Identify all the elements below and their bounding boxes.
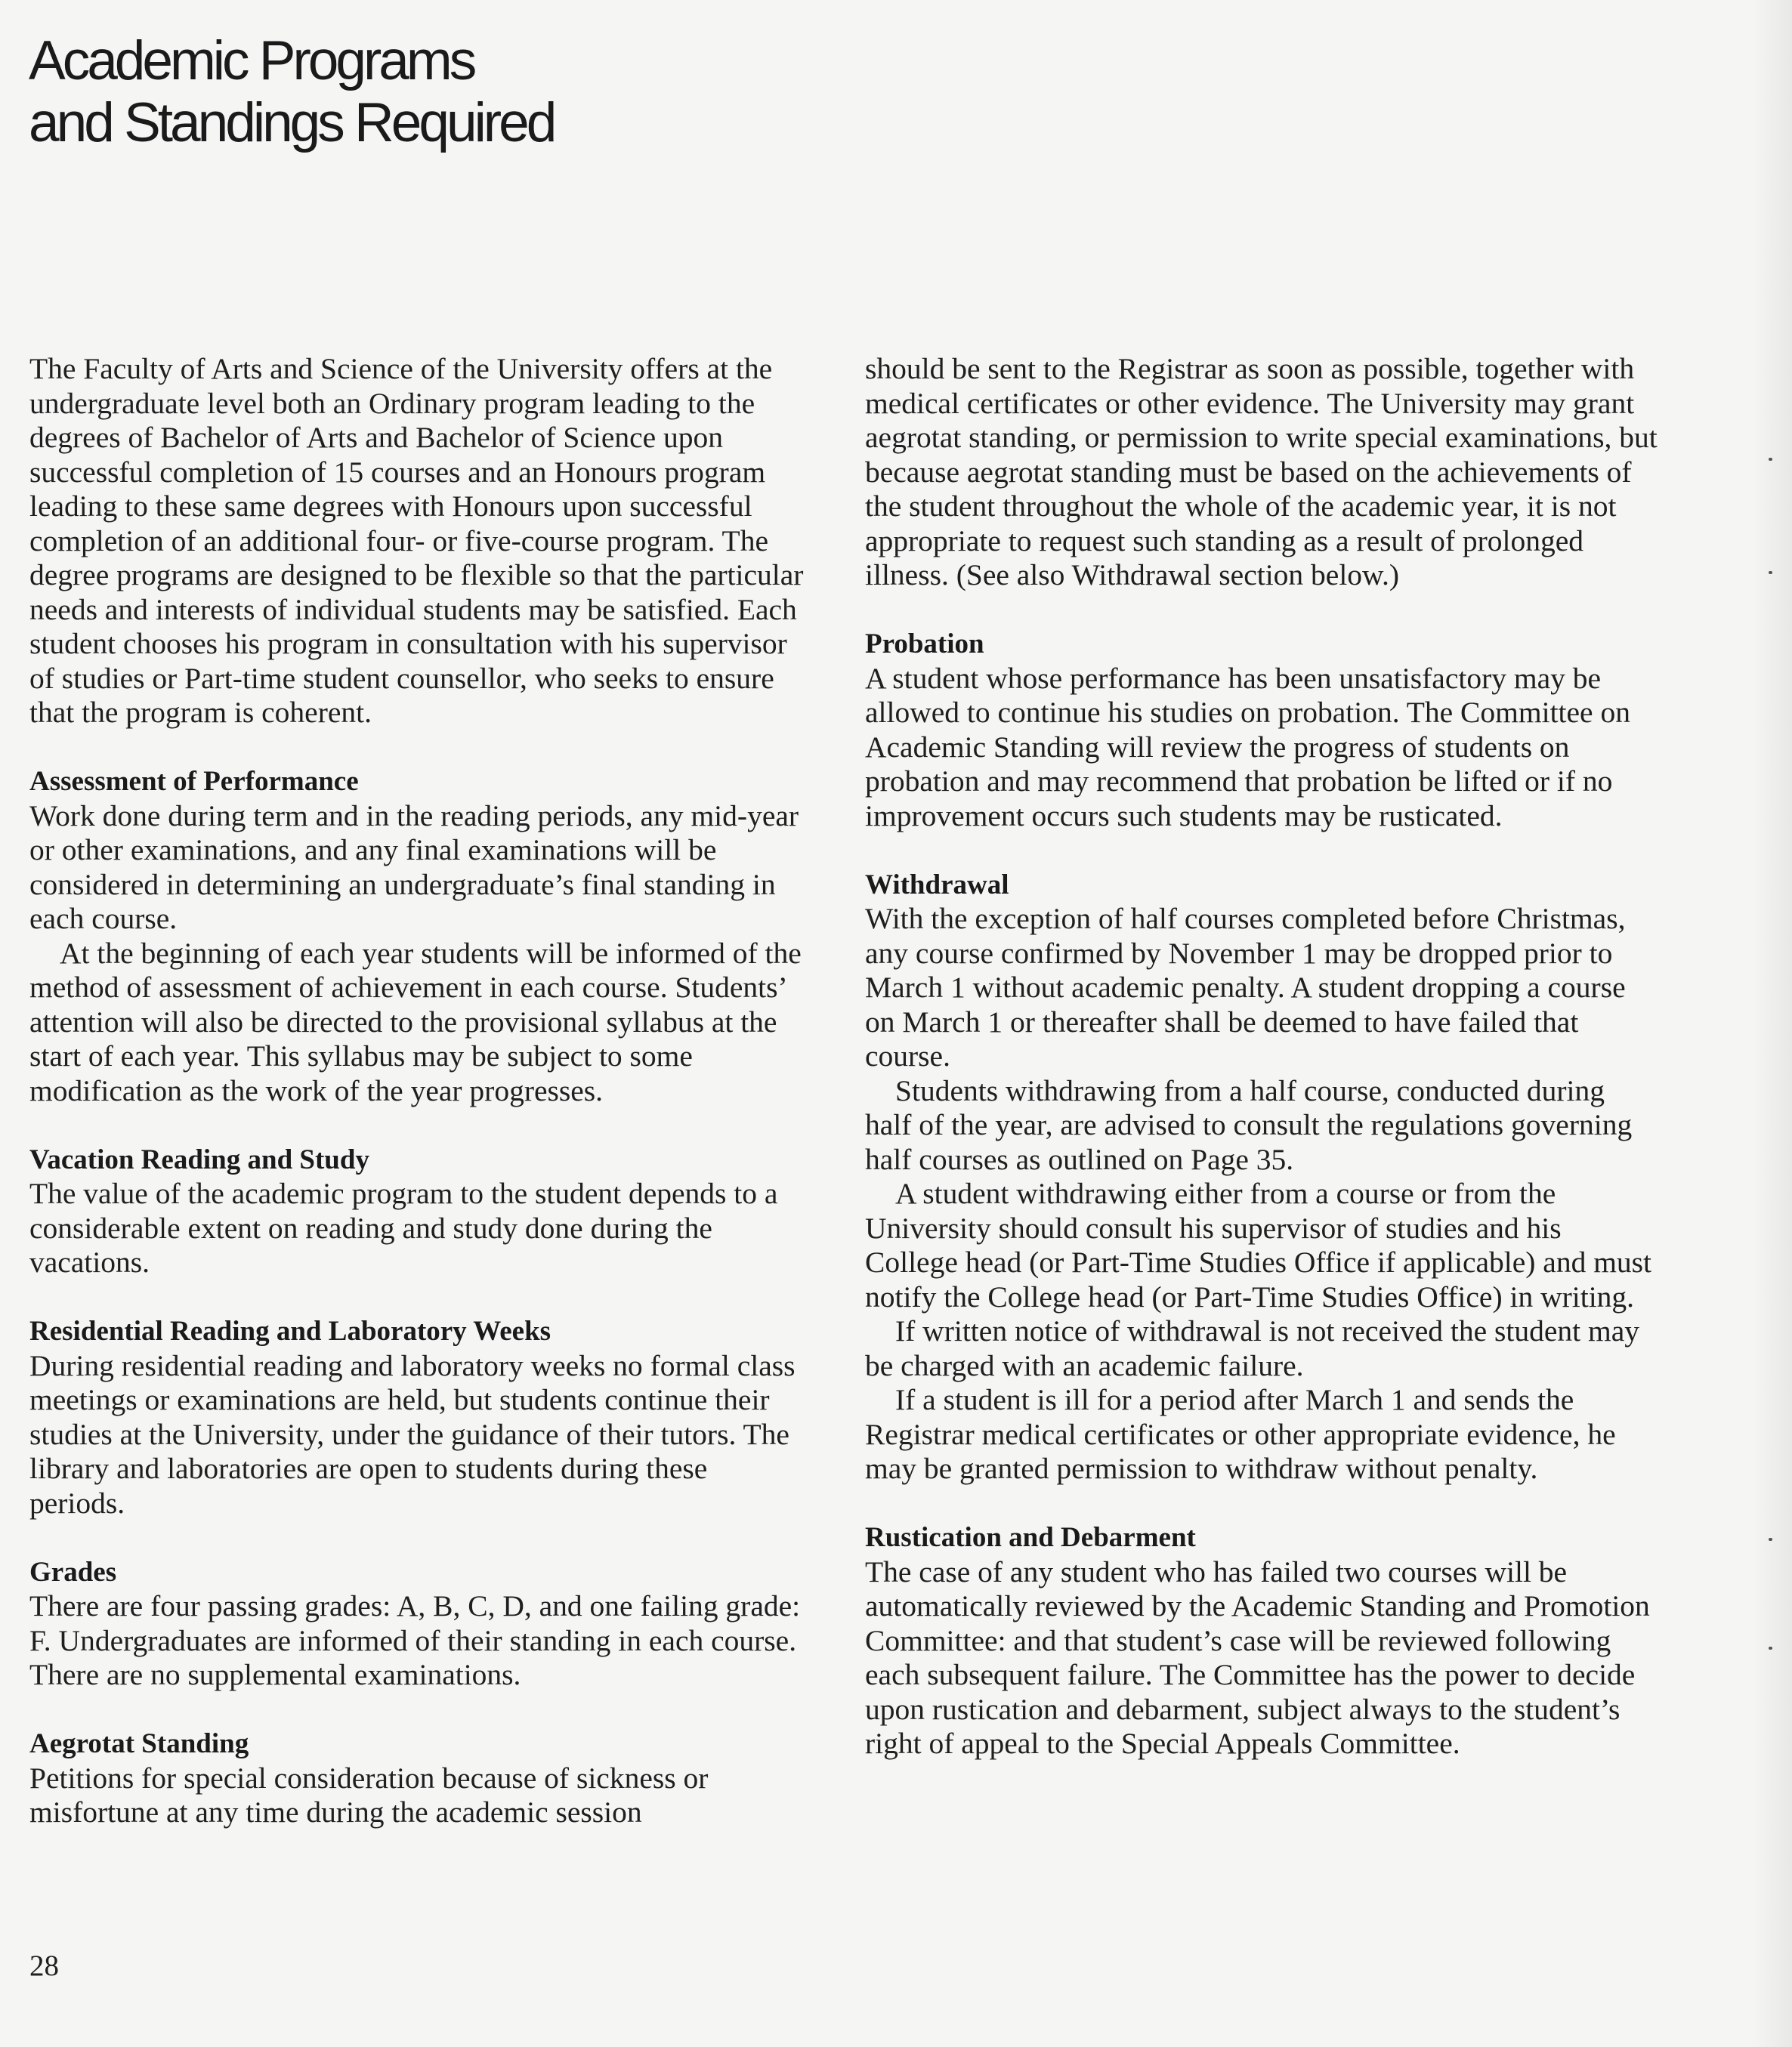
scan-speck: [1769, 458, 1772, 461]
page-number: 28: [29, 1950, 59, 1982]
rustication-paragraph: The case of any student who has failed two courses will be automatically reviewed by the Academic Standing and Promotion Committee: and that student’s case will be reviewed following each subsequent failure. The Committee has the power to decide upon rustication and debarment, subject always to the student’s right of appeal to the Special Appeals Committee.: [865, 1555, 1650, 1760]
withdrawal-paragraph-4: If written notice of withdrawal is not received the student may be charged with an academic failure.: [865, 1314, 1639, 1382]
intro-paragraph: The Faculty of Arts and Science of the University offers at the undergraduate level both an Ordinary program leading to the degrees of Bachelor of Arts and Bachelor of Science upon successful completion of 15 courses and an Honours program leading to these same degrees with Honours upon successful completion of an additional four- or five-course program. The degree programs are designed to be flexible so that the particular needs and interests of individual students may be satisfied. Each student chooses his program in consultation with his supervisor of studies or Part-time student counsellor, who seeks to ensure that the program is coherent.: [29, 352, 804, 729]
grades-paragraph: There are four passing grades: A, B, C, D, and one failing grade: F. Undergraduates are informed of their standing in each course. There are no supplemental examinations.: [29, 1589, 801, 1691]
withdrawal-paragraph-2: Students withdrawing from a half course, conducted during half of the year, are advised to consult the regulations governing half courses as outlined on Page 35.: [865, 1073, 1633, 1176]
section-vacation: [29, 1143, 809, 1280]
section-heading-grades: Grades: [29, 1556, 117, 1588]
page-title-line-2: and Standings Required: [29, 92, 555, 153]
aegrotat-paragraph-start: Petitions for special consideration because of sickness or misfortune at any time during the academic session: [29, 1761, 709, 1829]
section-heading-residential: Residential Reading and Laboratory Weeks: [29, 1316, 552, 1347]
withdrawal-paragraph-3: A student withdrawing either from a course or from the University should consult his supervisor of studies and his College head (or Part-Time Studies Office if applicable) and must notify the College head (or Part-Time Studies Office) in writing.: [865, 1177, 1652, 1314]
withdrawal-paragraph-5: If a student is ill for a period after March 1 and sends the Registrar medical certificates or other appropriate evidence, he may be granted permission to withdraw without penalty.: [865, 1383, 1616, 1485]
scan-speck: [1769, 1538, 1772, 1541]
section-residential: [29, 1314, 809, 1521]
section-rustication: [865, 1521, 1658, 1761]
page-title-line-1: Academic Programs: [29, 30, 474, 91]
probation-paragraph: A student whose performance has been unsatisfactory may be allowed to continue his studies on probation. The Committee on Academic Standing will review the progress of students on probation and may recommend that probation be lifted or if no improvement occurs such students may be rusticated.: [865, 661, 1630, 832]
page-title: [29, 30, 554, 154]
section-heading-aegrotat: Aegrotat Standing: [29, 1728, 249, 1759]
section-heading-probation: Probation: [865, 628, 984, 659]
vacation-paragraph: The value of the academic program to the student depends to a considerable extent on reading and study done during the vacations.: [29, 1177, 778, 1279]
scan-speck: [1769, 571, 1772, 574]
left-column: [29, 352, 809, 1830]
section-aegrotat: [29, 1727, 809, 1830]
section-heading-rustication: Rustication and Debarment: [865, 1522, 1196, 1553]
section-assessment: [29, 764, 809, 1108]
assessment-paragraph-2: At the beginning of each year students will be informed of the method of assessment of achievement in each course. Students’ attention will also be directed to the provisional syllabus at the start of each year. This syllabus may be subject to some modification as the work of the year progresses.: [29, 936, 802, 1107]
right-column: [865, 352, 1658, 1761]
aegrotat-paragraph-continued: should be sent to the Registrar as soon as possible, together with medical certificates or other evidence. The University may grant aegrotat standing, or permission to write special examinations, but because aegrotat standing must be based on the achievements of the student throughout the whole of the academic year, it is not appropriate to request such standing as a result of prolonged illness. (See also Withdrawal section below.): [865, 352, 1658, 591]
assessment-paragraph-1: Work done during term and in the reading periods, any mid-year or other examinations, and any final examinations will be considered in determining an undergraduate’s final standing in each course.: [29, 798, 799, 935]
section-heading-vacation: Vacation Reading and Study: [29, 1144, 369, 1175]
section-grades: [29, 1555, 809, 1693]
page-edge-shadow: [1753, 0, 1792, 2047]
section-heading-withdrawal: Withdrawal: [865, 869, 1009, 900]
section-heading-assessment: Assessment of Performance: [29, 766, 359, 797]
scan-speck: [1769, 1647, 1772, 1650]
section-probation: [865, 627, 1658, 833]
withdrawal-paragraph-1: With the exception of half courses completed before Christmas, any course confirmed by November 1 may be dropped prior to March 1 without academic penalty. A student dropping a course on March 1 or thereafter shall be deemed to have failed that course.: [865, 902, 1626, 1073]
section-withdrawal: [865, 868, 1658, 1487]
residential-paragraph: During residential reading and laboratory weeks no formal class meetings or examinations are held, but students continue their studies at the University, under the guidance of their tutors. The library and laboratories are open to students during these periods.: [29, 1348, 796, 1520]
